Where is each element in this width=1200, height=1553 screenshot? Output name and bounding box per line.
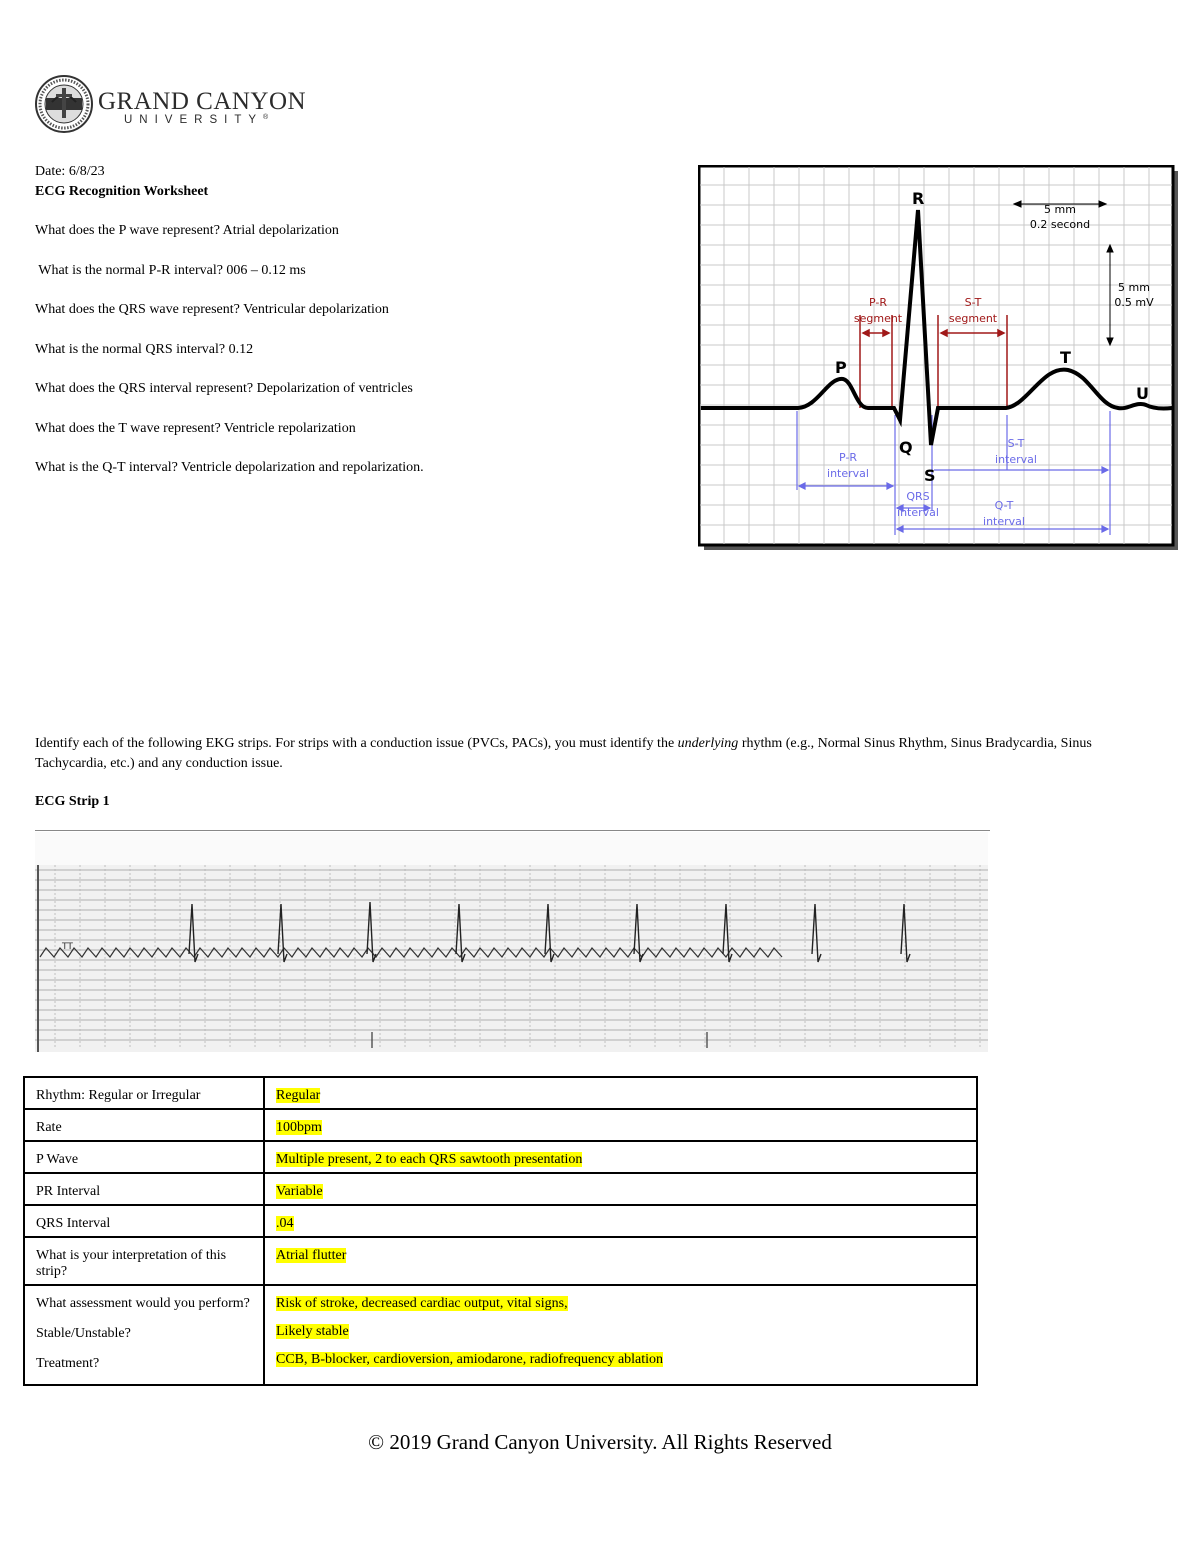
divider (35, 830, 990, 831)
table-row (24, 1285, 977, 1385)
table-row (24, 1205, 977, 1237)
pr-segment-label: P-R (868, 296, 888, 309)
table-row (24, 1141, 977, 1173)
question-qt-interval: What is the Q-T interval? Ventricle depolarization and repolarization. (35, 460, 424, 475)
qt-interval-word: interval (983, 515, 1025, 528)
st-interval-label: S-T (1007, 437, 1025, 450)
instructions: Identify each of the following EKG strips. For strips with a conduction issue (PVCs, PACs), you must identify the underlying rhythm (e.g., Normal Sinus Rhythm, Sinus Bradycardia, Sinus Tachycardia, etc.) and any conduction issue. (35, 736, 1092, 771)
interpretation-label: What is your interpretation of this strip? (24, 1237, 264, 1285)
qrs-cell (264, 1205, 977, 1237)
date: Date: 6/8/23 (35, 164, 105, 179)
treatment-label: Treatment? (36, 1356, 100, 1371)
question-qrs-wave: What does the QRS wave represent? Ventricular depolarization (35, 302, 389, 317)
stable-value: Likely stable (276, 1324, 349, 1339)
pr-interval-word: interval (827, 467, 869, 480)
st-segment-word: segment (948, 312, 998, 325)
strip-title: ECG Strip 1 (35, 794, 110, 809)
pr-value: Variable (276, 1184, 323, 1199)
ecg-strip-1 (35, 832, 988, 1052)
table-row (24, 1237, 977, 1285)
assessment-values (264, 1285, 977, 1385)
logo-sub: UNIVERSITY® (124, 114, 269, 126)
seal-icon (34, 74, 94, 134)
treatment-value: CCB, B-blocker, cardioversion, amiodarone, radiofrequency ablation (276, 1352, 664, 1367)
rhythm-label: Rhythm: Regular or Irregular (24, 1077, 264, 1109)
s-wave-label: S (924, 466, 936, 485)
pr-cell (264, 1173, 977, 1205)
pwave-label: P Wave (24, 1141, 264, 1173)
ecg-waveform-diagram (698, 165, 1178, 550)
scale-volt-mv: 0.5 mV (1114, 296, 1154, 309)
strip-1-table (23, 1076, 978, 1386)
st-segment-label: S-T (964, 296, 982, 309)
qrs-interval-label: QRS (906, 490, 930, 503)
table-row (24, 1109, 977, 1141)
q-wave-label: Q (899, 438, 913, 457)
st-interval-word: interval (995, 453, 1037, 466)
rhythm-cell (264, 1077, 977, 1109)
question-qrs-represent: What does the QRS interval represent? Depolarization of ventricles (35, 381, 413, 396)
pr-interval-label: P-R (838, 451, 858, 464)
u-wave-label: U (1136, 384, 1149, 403)
scale-time-mm: 5 mm (1044, 203, 1076, 216)
interpretation-value: Atrial flutter (276, 1248, 347, 1263)
qrs-value: .04 (276, 1216, 294, 1231)
interpretation-cell (264, 1237, 977, 1285)
pr-segment-word: segment (853, 312, 903, 325)
strip-mark: TT (62, 942, 73, 952)
logo-name: GRAND CANYON (98, 88, 307, 115)
assessment-value: Risk of stroke, decreased cardiac output, vital signs, (276, 1296, 568, 1311)
pr-label: PR Interval (24, 1173, 264, 1205)
university-logo (34, 74, 307, 132)
rate-cell (264, 1109, 977, 1141)
table-row (24, 1077, 977, 1109)
copyright-footer: © 2019 Grand Canyon University. All Rights Reserved (368, 1430, 832, 1454)
pwave-value: Multiple present, 2 to each QRS sawtooth presentation (276, 1152, 583, 1167)
question-p-wave: What does the P wave represent? Atrial depolarization (35, 223, 339, 238)
scale-time-sec: 0.2 second (1029, 218, 1091, 231)
stable-label: Stable/Unstable? (36, 1326, 131, 1341)
rhythm-value: Regular (276, 1088, 321, 1103)
question-qrs-interval: What is the normal QRS interval? 0.12 (35, 342, 254, 357)
qt-interval-label: Q-T (994, 499, 1014, 512)
rate-label: Rate (24, 1109, 264, 1141)
question-t-wave: What does the T wave represent? Ventricle repolarization (35, 421, 356, 436)
worksheet-title: ECG Recognition Worksheet (35, 184, 209, 199)
qrs-label: QRS Interval (24, 1205, 264, 1237)
question-pr-interval: What is the normal P-R interval? 006 – 0.12 ms (35, 263, 306, 278)
r-wave-label: R (912, 189, 925, 208)
scale-volt-mm: 5 mm (1118, 281, 1150, 294)
assessment-labels (24, 1285, 264, 1385)
t-wave-label: T (1060, 348, 1071, 367)
pwave-cell (264, 1141, 977, 1173)
rate-value: 100bpm (276, 1120, 322, 1135)
qrs-interval-word: interval (897, 506, 939, 519)
p-wave-label: P (835, 358, 847, 377)
assessment-label: What assessment would you perform? (36, 1296, 250, 1311)
table-row (24, 1173, 977, 1205)
